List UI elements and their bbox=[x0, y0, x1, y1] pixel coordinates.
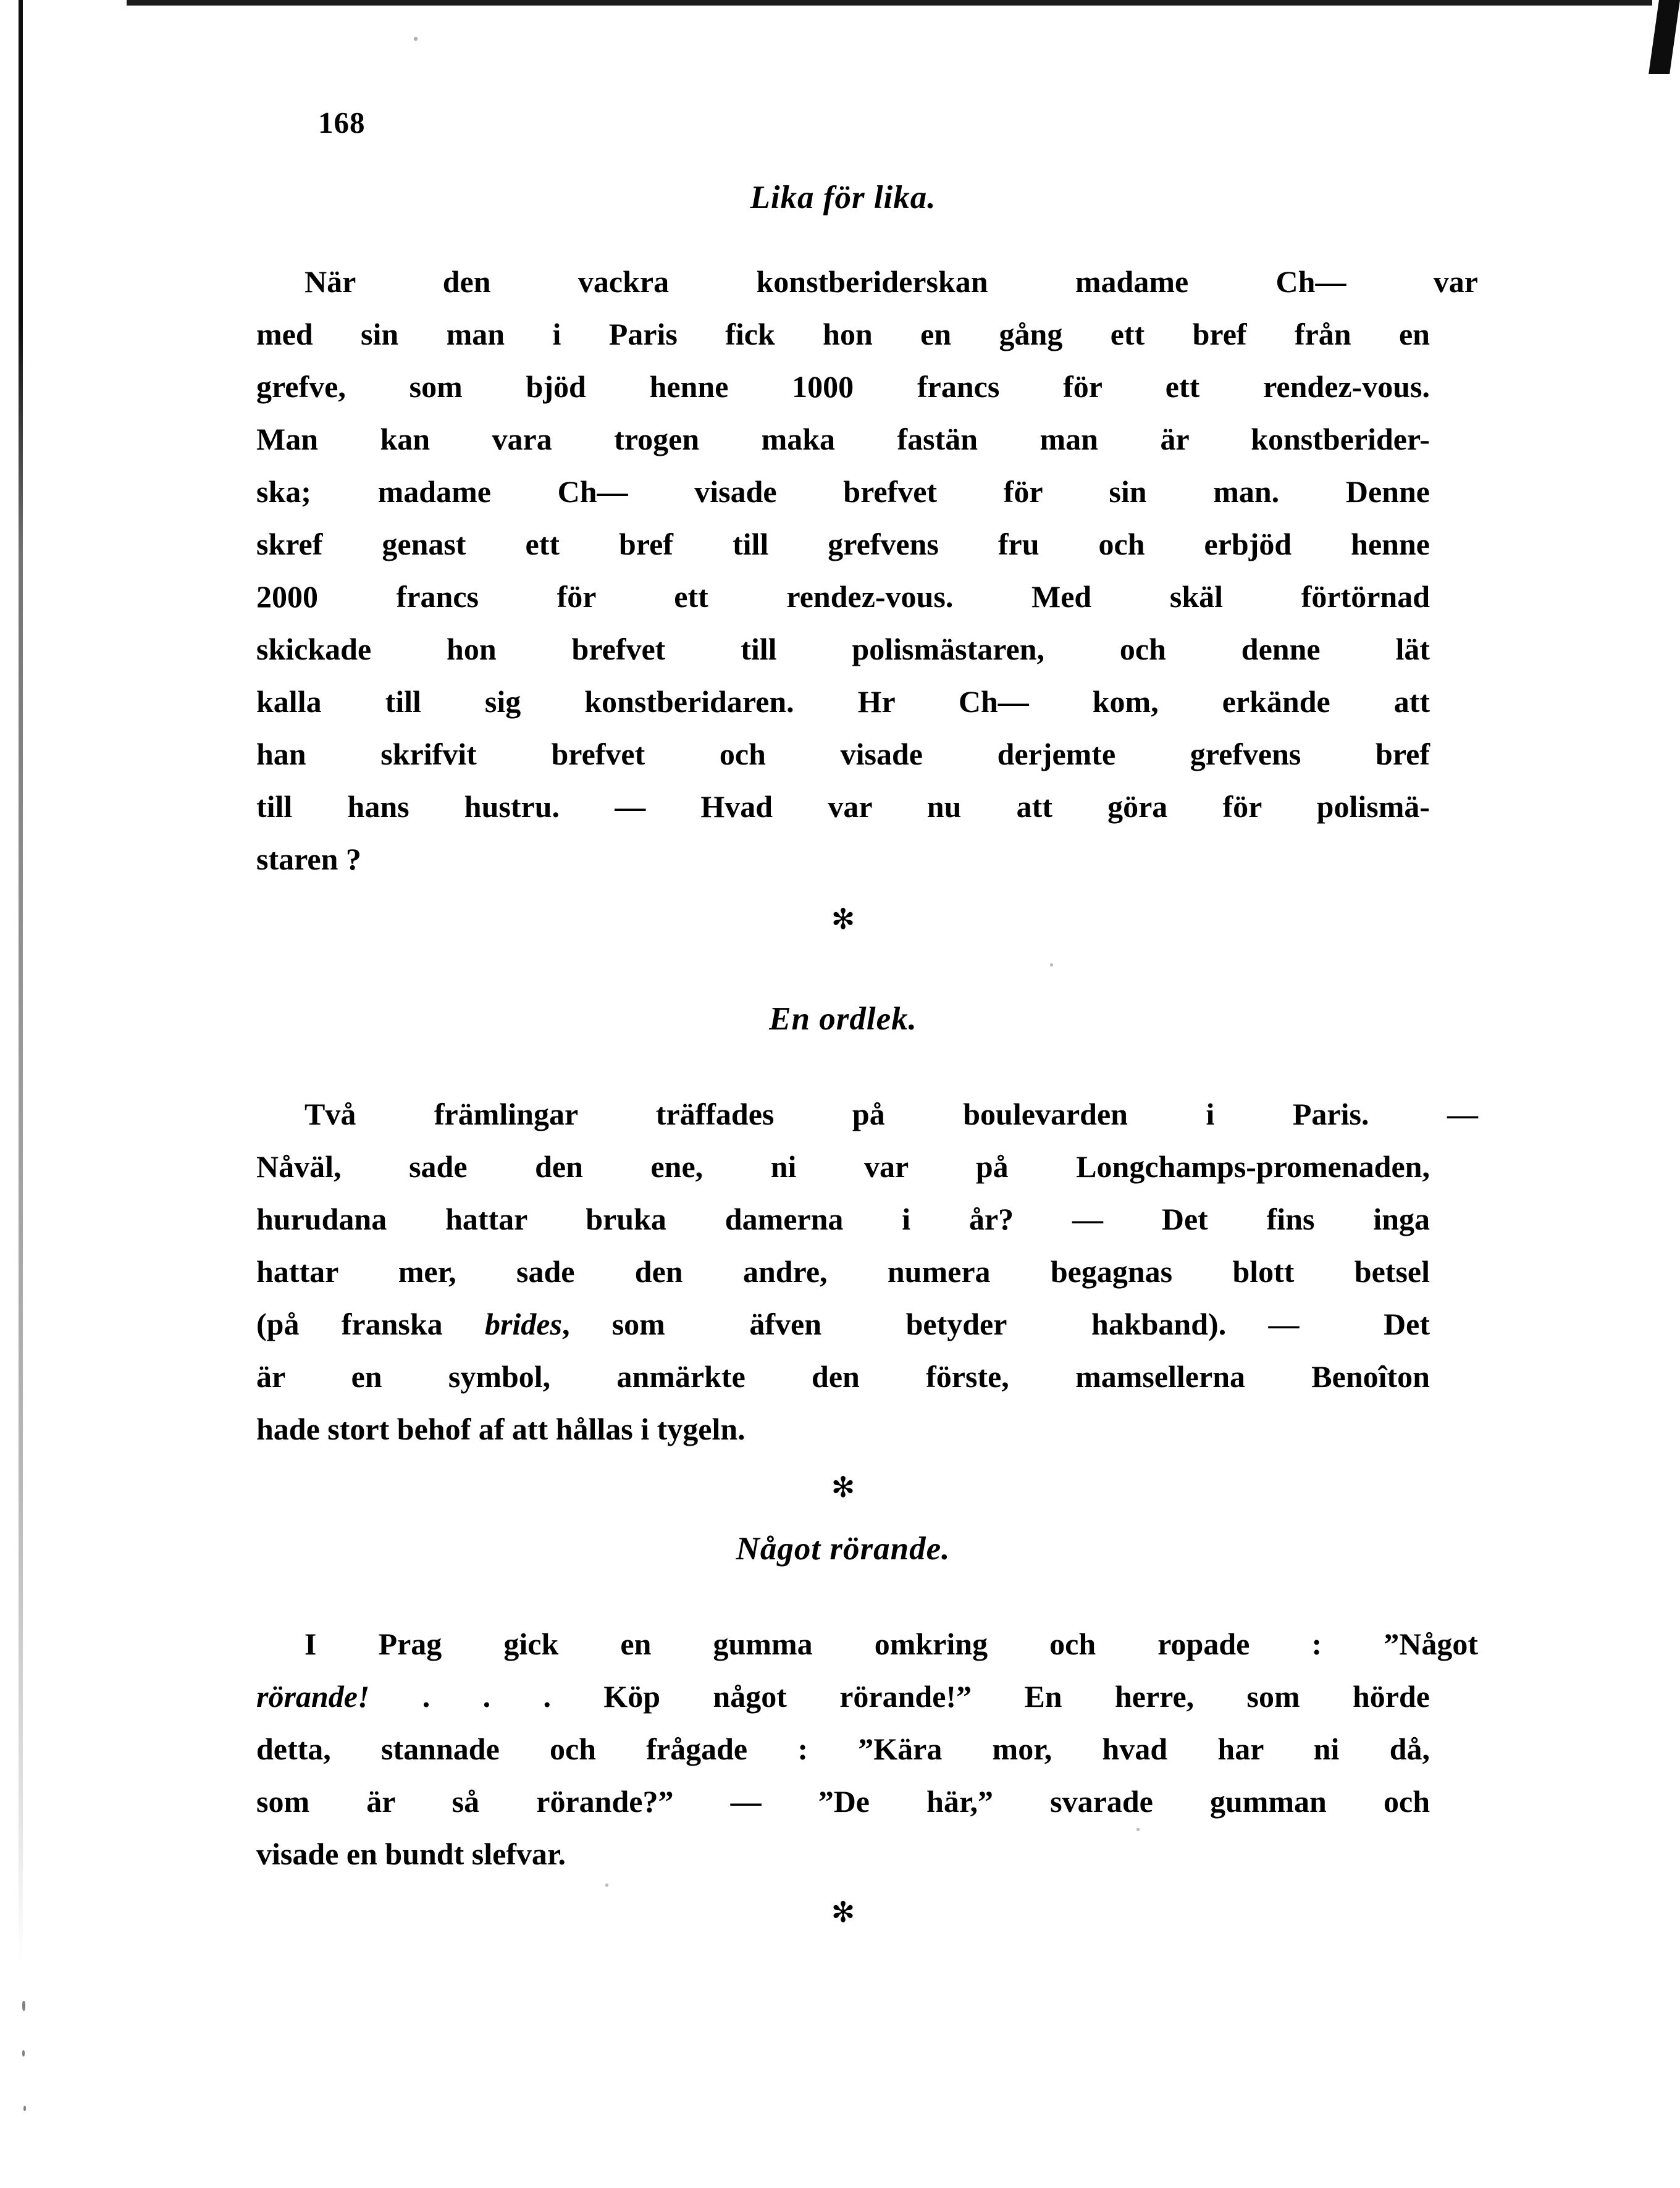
story-nagot-rorande bbox=[256, 1530, 1478, 1929]
body-line: skref genast ett bref till grefvens fru och erbjöd henne bbox=[256, 527, 1430, 561]
body-line: hade stort behof af att hållas i tygeln. bbox=[256, 1412, 746, 1446]
scan-edge-right-corner bbox=[1648, 0, 1680, 74]
body-line: 2000 francs för ett rendez-vous. Med skäl förtörnad bbox=[256, 579, 1430, 614]
line-part: . . . Köp något rörande!” En herre, som hörde bbox=[369, 1679, 1430, 1714]
scan-edge-top bbox=[127, 0, 1652, 6]
scan-edge-left bbox=[19, 0, 23, 1964]
body-line: Man kan vara trogen maka fastän man är konstberider- bbox=[256, 422, 1430, 456]
body-line: visade en bundt slefvar. bbox=[256, 1837, 566, 1871]
body-line: När den vackra konstberiderskan madame Ch— var bbox=[304, 264, 1478, 299]
scan-speck bbox=[1050, 963, 1053, 966]
body-line: hattar mer, sade den andre, numera begagnas blott betsel bbox=[256, 1254, 1430, 1289]
body-line: ska; madame Ch— visade brefvet för sin man. Denne bbox=[256, 474, 1430, 509]
scan-speck bbox=[23, 2106, 26, 2111]
line-part: , som äfven betyder hakband). — Det bbox=[561, 1307, 1430, 1341]
scan-speck bbox=[414, 37, 418, 41]
story-heading: En ordlek. bbox=[769, 1001, 917, 1037]
line-part: (på franska bbox=[256, 1307, 485, 1341]
italic-word-brides: brides bbox=[484, 1307, 562, 1341]
story-en-ordlek bbox=[256, 1000, 1478, 1504]
story-heading: Lika för lika. bbox=[750, 180, 936, 216]
body-line: hurudana hattar bruka damerna i år? — Det fins inga bbox=[256, 1202, 1430, 1236]
body-line-with-italic bbox=[256, 1306, 1430, 1342]
body-line: kalla till sig konstberidaren. Hr Ch— kom, erkände att bbox=[256, 684, 1430, 719]
body-line: staren ? bbox=[256, 842, 361, 876]
scan-speck bbox=[22, 2050, 25, 2056]
section-separator-asterisk: ✻ bbox=[831, 1895, 855, 1929]
body-line: är en symbol, anmärkte den förste, mamsellerna Benoîton bbox=[256, 1359, 1430, 1394]
body-line: I Prag gick en gumma omkring och ropade : ”Något bbox=[304, 1627, 1478, 1661]
section-separator-asterisk: ✻ bbox=[831, 902, 855, 936]
italic-word-rorande: rörande! bbox=[256, 1679, 370, 1714]
section-separator-asterisk: ✻ bbox=[831, 1470, 855, 1504]
scan-speck bbox=[605, 1884, 608, 1887]
body-line: han skrifvit brefvet och visade derjemte grefvens bref bbox=[256, 737, 1430, 771]
scan-speck bbox=[1136, 1828, 1140, 1831]
body-line: som är så rörande?” — ”De här,” svarade gumman och bbox=[256, 1784, 1430, 1819]
scan-speck bbox=[22, 2001, 25, 2011]
body-line: grefve, som bjöd henne 1000 francs för ett rendez-vous. bbox=[256, 369, 1430, 404]
body-line: Nåväl, sade den ene, ni var på Longchamps-promenaden, bbox=[256, 1149, 1430, 1184]
body-line-with-italic bbox=[256, 1679, 1430, 1714]
story-heading: Något rörande. bbox=[736, 1531, 951, 1567]
body-line: till hans hustru. — Hvad var nu att göra för polismä- bbox=[256, 789, 1430, 824]
story-lika-for-lika bbox=[256, 179, 1478, 936]
body-line: med sin man i Paris fick hon en gång ett bref från en bbox=[256, 317, 1430, 351]
body-line: skickade hon brefvet till polismästaren, och denne lät bbox=[256, 632, 1430, 666]
page-number: 168 bbox=[318, 106, 366, 140]
body-line: detta, stannade och frågade : ”Kära mor, hvad har ni då, bbox=[256, 1732, 1430, 1766]
body-line: Två främlingar träffades på boulevarden i Paris. — bbox=[304, 1097, 1478, 1131]
